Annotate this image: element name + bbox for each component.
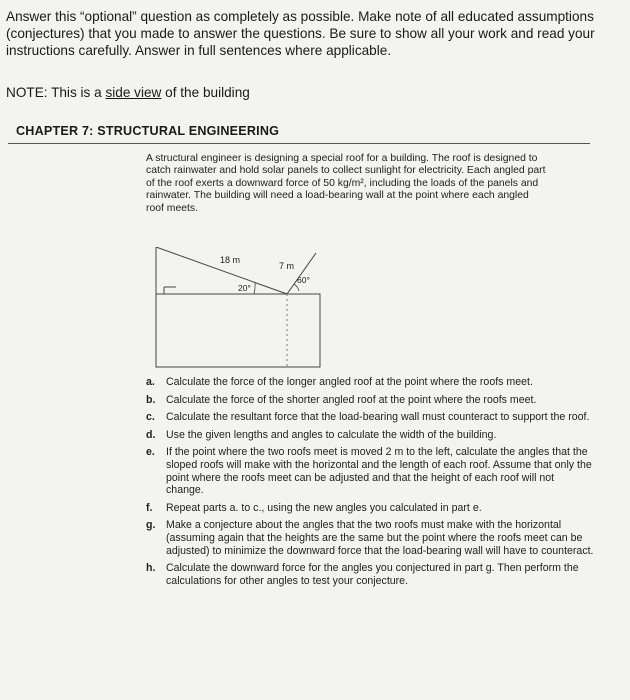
- question-text: Use the given lengths and angles to calculate the width of the building.: [166, 428, 497, 441]
- note-underlined: side view: [105, 85, 162, 100]
- question-item: [146, 411, 594, 424]
- question-text: If the point where the two roofs meet is moved 2 m to the left, calculate the angles that the sloped roofs will make with the horizontal and the length of each roof. Assume that only the point where the roofs meet can be adjusted and that the height of each roof will not change.: [166, 446, 592, 497]
- question-label: b.: [146, 393, 156, 406]
- heading-divider: [8, 143, 590, 144]
- question-label: a.: [146, 376, 155, 388]
- note-prefix: NOTE: This is a: [6, 85, 106, 100]
- question-item: [146, 376, 594, 389]
- question-label: f.: [146, 501, 153, 514]
- question-item: [146, 446, 594, 496]
- building-outline: [156, 294, 320, 367]
- question-item: [146, 562, 594, 587]
- short-roof: [287, 253, 316, 294]
- question-text: Repeat parts a. to c., using the new angles you calculated in part e.: [166, 501, 482, 514]
- question-text: Calculate the force of the shorter angled roof at the point where the roofs meet.: [166, 393, 537, 406]
- problem-statement: A structural engineer is designing a special roof for a building. The roof is designed to catch rainwater and hold solar panels to collect sunlight for electricity. Each angled part of the roof exerts a downward force of 50 kg/m², including the loads of the panels and rainwater. The building will need a load-bearing wall at the point where each angled roof meets.: [146, 153, 546, 214]
- long-roof-angle-arc: [254, 283, 255, 294]
- question-item: [146, 429, 594, 442]
- question-item: [146, 519, 594, 557]
- short-roof-angle-label: 60°: [297, 275, 310, 285]
- question-label: d.: [146, 428, 156, 441]
- question-label: h.: [146, 562, 156, 575]
- instructions-paragraph: Answer this “optional” question as completely as possible. Make note of all educated assumptions (conjectures) that you made to answer the questions. Be sure to show all your work and read your instructions carefully. Answer in full sentences where applicable.: [6, 9, 595, 58]
- question-label: g.: [146, 519, 156, 532]
- question-label: c.: [146, 411, 155, 424]
- question-text: Make a conjecture about the angles that the two roofs must make with the horizontal (assuming again that the heights are the same but the point where the roofs meet can be adjusted) to minimize the downward force that the load-bearing wall will have to counteract.: [166, 519, 594, 557]
- question-label: e.: [146, 446, 155, 459]
- question-text: Calculate the resultant force that the load-bearing wall must counteract to support the roof.: [166, 411, 590, 424]
- short-roof-length-label: 7 m: [279, 261, 295, 271]
- note-suffix: of the building: [161, 85, 250, 100]
- note-line: [6, 85, 250, 100]
- long-roof-angle-label: 20°: [238, 283, 251, 293]
- question-text: Calculate the downward force for the angles you conjectured in part g. Then perform the calculations for other angles to test your conjecture.: [166, 562, 579, 587]
- question-item: [146, 502, 594, 515]
- short-roof-angle-arc: [294, 284, 299, 291]
- chapter-heading: CHAPTER 7: STRUCTURAL ENGINEERING: [16, 124, 280, 138]
- building-side-view-diagram: [154, 247, 324, 369]
- question-text: Calculate the force of the longer angled roof at the point where the roofs meet.: [166, 376, 533, 388]
- question-item: [146, 394, 594, 407]
- long-roof-length-label: 18 m: [220, 255, 241, 265]
- question-list: [146, 376, 594, 592]
